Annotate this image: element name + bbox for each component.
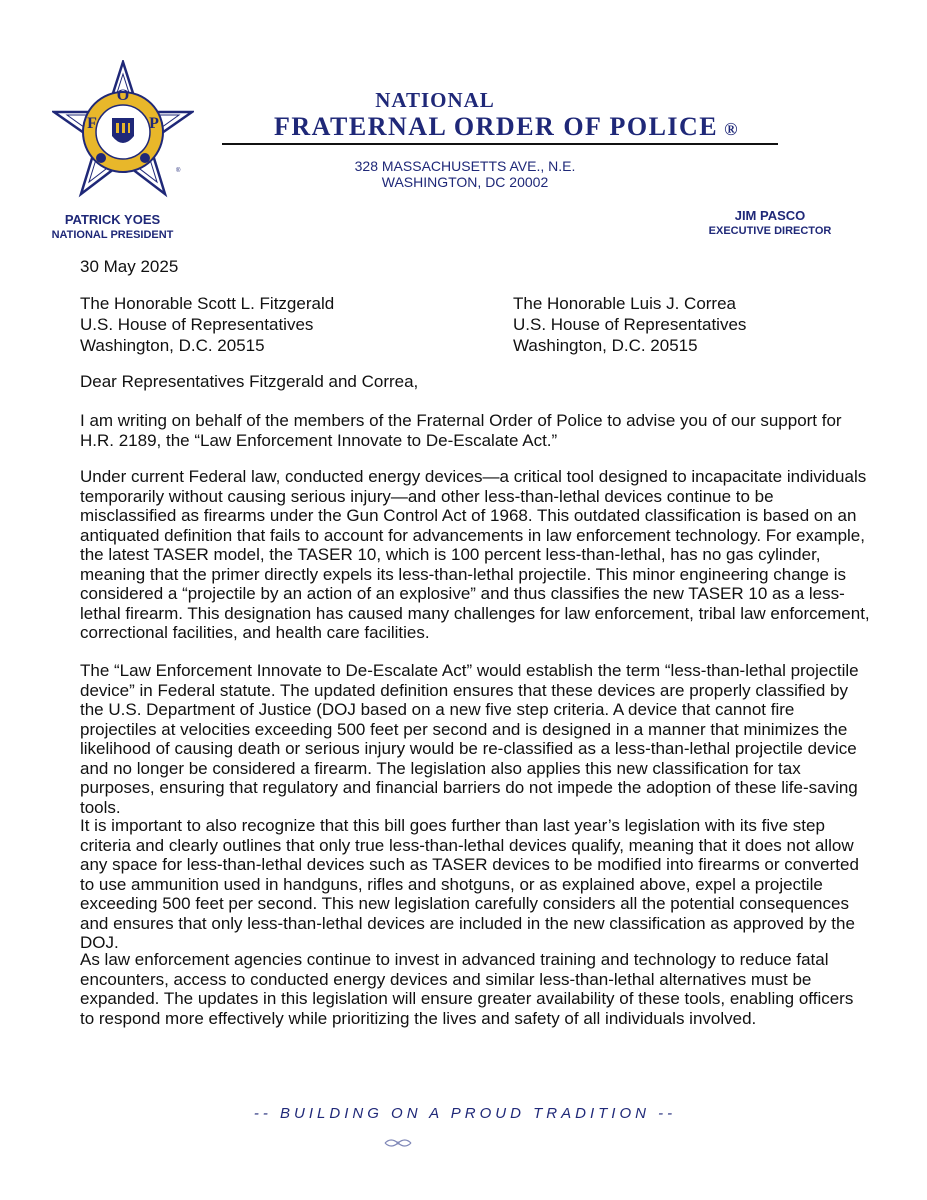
logo-letter-f: F bbox=[87, 115, 97, 132]
fop-star-badge-logo bbox=[52, 60, 194, 200]
letterhead-rule bbox=[222, 143, 778, 145]
recipient-city: Washington, D.C. 20515 bbox=[80, 336, 265, 355]
logo-letter-p: P bbox=[149, 115, 159, 132]
body-paragraph-5: As law enforcement agencies continue to invest in advanced training and technology to reduce fatal encounters, access to conducted energy devices and similar less-than-lethal alternatives must be expanded. The updates in this legislation will ensure greater availability of these tools, enabling officers to respond more effectively while prioritizing the lives and safety of all individuals involved. bbox=[80, 950, 854, 1028]
svg-text:®: ® bbox=[176, 168, 181, 174]
recipient-name: The Honorable Scott L. Fitzgerald bbox=[80, 294, 335, 313]
recipient-address-right bbox=[513, 293, 746, 356]
president-name: PATRICK YOES bbox=[64, 212, 161, 227]
recipient-office: U.S. House of Representatives bbox=[513, 315, 747, 334]
letter-date: 30 May 2025 bbox=[80, 257, 179, 276]
body-paragraph-1: I am writing on behalf of the members of the Fraternal Order of Police to advise you of our support for H.R. 2189, the “Law Enforcement Innovate to De-Escalate Act.” bbox=[80, 411, 842, 450]
registered-mark: ® bbox=[724, 119, 740, 139]
recipient-address-left bbox=[80, 293, 334, 356]
director-block bbox=[700, 208, 840, 237]
footer-tagline: -- BUILDING ON A PROUD TRADITION -- bbox=[253, 1105, 677, 1122]
recipient-city: Washington, D.C. 20515 bbox=[513, 336, 698, 355]
org-name-line2 bbox=[222, 112, 834, 142]
president-title: NATIONAL PRESIDENT bbox=[51, 229, 174, 241]
body-paragraph-3: The “Law Enforcement Innovate to De-Escalate Act” would establish the term “less-than-lethal projectile device” in Federal statute. The updated definition ensures that these devices are properly classified by the U.S. Department of Justice (DOJ based on a new five step criteria. A device that cannot fire projectiles at velocities exceeding 500 feet per second and is designed in a manner that minimizes the likelihood of causing death or serious injury would be re-classified as a less-than-lethal projectile device and no longer be considered a firearm. The legislation also applies this new classification for tax purposes, ensuring that regulatory and financial barriers do not impede the adoption of these life-saving tools. bbox=[80, 661, 859, 817]
president-block bbox=[45, 212, 180, 241]
org-name-line1: NATIONAL bbox=[375, 88, 495, 112]
org-name-text: FRATERNAL ORDER OF POLICE bbox=[274, 112, 719, 141]
director-title: EXECUTIVE DIRECTOR bbox=[708, 225, 832, 237]
body-paragraph-4: It is important to also recognize that this bill goes further than last year’s legislation with its five step criteria and clearly outlines that only true less-than-lethal devices qualify, meaning that it does not allow any space for less-than-lethal devices such as TASER devices to be modified into firearms or converted to use ammunition used in handguns, rifles and shotguns, or as explained above, expel a projectile exceeding 500 feet per second. This new legislation carefully considers all the potential consequences and ensures that only less-than-lethal devices are included in the new classification as approved by the DOJ. bbox=[80, 816, 859, 952]
address-line2: WASHINGTON, DC 20002 bbox=[381, 174, 549, 190]
flourish-icon bbox=[383, 1136, 413, 1150]
director-name: JIM PASCO bbox=[734, 208, 806, 223]
address-line1: 328 MASSACHUSETTS AVE., N.E. bbox=[354, 158, 576, 174]
body-paragraph-2: Under current Federal law, conducted energy devices—a critical tool designed to incapacitate individuals temporarily without causing serious injury—and other less-than-lethal devices continue to be misclassified as firearms under the Gun Control Act of 1968. This outdated classification is based on an antiquated definition that fails to account for advancements in law enforcement technology. For example, the latest TASER model, the TASER 10, which is 100 percent less-than-lethal, has no gas cylinder, meaning that the primer directly expels its less-than-lethal projectile. This minor engineering change is considered a “projectile by an action of an explosive” and thus classifies the new TASER 10 as a less-lethal firearm. This designation has caused many challenges for law enforcement, tribal law enforcement, correctional facilities, and health care facilities. bbox=[80, 467, 870, 642]
recipient-name: The Honorable Luis J. Correa bbox=[513, 294, 737, 313]
salutation: Dear Representatives Fitzgerald and Correa, bbox=[80, 372, 419, 391]
recipient-office: U.S. House of Representatives bbox=[80, 315, 314, 334]
logo-letter-o: O bbox=[116, 87, 130, 104]
